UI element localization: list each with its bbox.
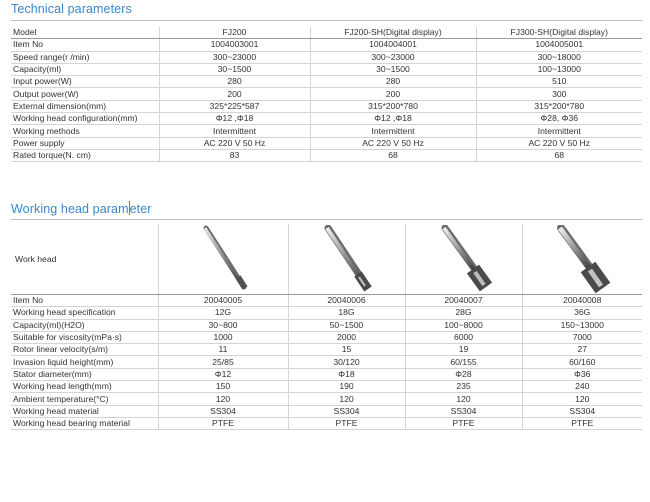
row-label: Ambient temperature(°C): [11, 393, 158, 405]
row-label: Input power(W): [11, 76, 159, 88]
title-divider: [11, 20, 642, 21]
cell: 120: [405, 393, 522, 405]
cell: 120: [158, 393, 288, 405]
cell: 30~800: [158, 319, 288, 331]
cell: Φ18: [288, 368, 405, 380]
cell: 315*200*780: [310, 100, 476, 112]
cell: 20040008: [522, 295, 642, 307]
cell: 30~1500: [159, 63, 310, 75]
cell: Φ36: [522, 368, 642, 380]
cell: Φ12: [158, 368, 288, 380]
row-label: Rotor linear velocity(s/m): [11, 344, 158, 356]
table-row: [11, 356, 642, 368]
cell: 28G: [405, 307, 522, 319]
header-cell: FJ200-SH(Digital display): [310, 27, 476, 39]
cell: 300: [476, 88, 642, 100]
table-header-row: [11, 27, 642, 39]
cell: PTFE: [158, 417, 288, 429]
cell: 120: [522, 393, 642, 405]
cell: 68: [476, 149, 642, 161]
cell: 50~1500: [288, 319, 405, 331]
cell: 15: [288, 344, 405, 356]
work-head-36g-image: [547, 225, 617, 293]
cell: 510: [476, 76, 642, 88]
cell: 150: [158, 381, 288, 393]
row-label: Work head: [11, 224, 158, 295]
cell: 315*200*780: [476, 100, 642, 112]
table-row: [11, 113, 642, 125]
table-row: [11, 295, 642, 307]
cell: 2000: [288, 331, 405, 343]
cell: AC 220 V 50 Hz: [310, 137, 476, 149]
technical-parameters-table: [11, 27, 642, 162]
cell: 30/120: [288, 356, 405, 368]
cell: 200: [310, 88, 476, 100]
row-label: Capacity(ml)(H2O): [11, 319, 158, 331]
cell: 300~18000: [476, 51, 642, 63]
cell: 18G: [288, 307, 405, 319]
table-row: [11, 381, 642, 393]
table-row: [11, 76, 642, 88]
cell: Φ28: [405, 368, 522, 380]
row-label: Working head specification: [11, 307, 158, 319]
title-divider: [11, 219, 642, 220]
cell: 36G: [522, 307, 642, 319]
table-row: [11, 368, 642, 380]
cell: SS304: [158, 405, 288, 417]
row-label: Stator diameter(mm): [11, 368, 158, 380]
table-row: [11, 63, 642, 75]
work-head-image-row: [11, 224, 642, 295]
cell: 30~1500: [310, 63, 476, 75]
work-head-image-cell: [288, 224, 405, 295]
row-label: Working head bearing material: [11, 417, 158, 429]
header-cell: Model: [11, 27, 159, 39]
work-head-18g-image: [312, 225, 382, 293]
row-label: External dimension(mm): [11, 100, 159, 112]
work-head-image-cell: [522, 224, 642, 295]
cell: 200: [159, 88, 310, 100]
cell: 19: [405, 344, 522, 356]
cell: 300~23000: [310, 51, 476, 63]
cell: 100~8000: [405, 319, 522, 331]
cell: 83: [159, 149, 310, 161]
table-row: [11, 307, 642, 319]
cell: 280: [159, 76, 310, 88]
cell: 68: [310, 149, 476, 161]
cell: Intermittent: [159, 125, 310, 137]
table-row: [11, 344, 642, 356]
cell: SS304: [405, 405, 522, 417]
cell: Intermittent: [476, 125, 642, 137]
table-row: [11, 137, 642, 149]
row-label: Invasion liquid height(mm): [11, 356, 158, 368]
work-head-image-cell: [158, 224, 288, 295]
row-label: Output power(W): [11, 88, 159, 100]
cell: 27: [522, 344, 642, 356]
table-row: [11, 393, 642, 405]
work-head-image-cell: [405, 224, 522, 295]
working-head-table: [11, 224, 642, 430]
table-row: [11, 331, 642, 343]
table-row: [11, 149, 642, 161]
table-row: [11, 417, 642, 429]
cell: 325*225*587: [159, 100, 310, 112]
cell: 1004004001: [310, 39, 476, 51]
cell: Φ12 ,Φ18: [310, 113, 476, 125]
row-label: Working methods: [11, 125, 159, 137]
cell: 20040006: [288, 295, 405, 307]
cell: 7000: [522, 331, 642, 343]
cell: 100~13000: [476, 63, 642, 75]
title-part: eter: [129, 202, 152, 216]
cell: 280: [310, 76, 476, 88]
table-row: [11, 100, 642, 112]
table-row: [11, 125, 642, 137]
table-row: [11, 319, 642, 331]
working-head-parameter-title: [11, 201, 152, 216]
cell: PTFE: [288, 417, 405, 429]
cell: 11: [158, 344, 288, 356]
table-row: [11, 39, 642, 51]
row-label: Working head length(mm): [11, 381, 158, 393]
cell: 20040007: [405, 295, 522, 307]
cell: 1004005001: [476, 39, 642, 51]
cell: 60/160: [522, 356, 642, 368]
table-row: [11, 88, 642, 100]
cell: 12G: [158, 307, 288, 319]
cell: 1000: [158, 331, 288, 343]
row-label: Working head configuration(mm): [11, 113, 159, 125]
cell: Φ28, Φ36: [476, 113, 642, 125]
row-label: Working head material: [11, 405, 158, 417]
cell: PTFE: [405, 417, 522, 429]
cell: 25/85: [158, 356, 288, 368]
header-cell: FJ300-SH(Digital display): [476, 27, 642, 39]
title-part: Working head param: [11, 202, 129, 216]
cell: Φ12 ,Φ18: [159, 113, 310, 125]
row-label: Capacity(ml): [11, 63, 159, 75]
cell: 20040005: [158, 295, 288, 307]
cell: 300~23000: [159, 51, 310, 63]
work-head-28g-image: [429, 225, 499, 293]
cell: SS304: [522, 405, 642, 417]
row-label: Item No: [11, 295, 158, 307]
table-row: [11, 51, 642, 63]
row-label: Speed range(r /min): [11, 51, 159, 63]
work-head-12g-image: [188, 225, 258, 293]
row-label: Suitable for viscosity(mPa·s): [11, 331, 158, 343]
cell: 1004003001: [159, 39, 310, 51]
cell: 240: [522, 381, 642, 393]
cell: AC 220 V 50 Hz: [159, 137, 310, 149]
technical-parameters-title: Technical parameters: [11, 2, 132, 16]
cell: PTFE: [522, 417, 642, 429]
cell: Intermittent: [310, 125, 476, 137]
cell: 190: [288, 381, 405, 393]
cell: AC 220 V 50 Hz: [476, 137, 642, 149]
cell: 6000: [405, 331, 522, 343]
header-cell: FJ200: [159, 27, 310, 39]
cell: 235: [405, 381, 522, 393]
row-label: Power supply: [11, 137, 159, 149]
row-label: Rated torque(N. cm): [11, 149, 159, 161]
cell: 60/155: [405, 356, 522, 368]
row-label: Item No: [11, 39, 159, 51]
table-row: [11, 405, 642, 417]
cell: 120: [288, 393, 405, 405]
cell: 150~13000: [522, 319, 642, 331]
cell: SS304: [288, 405, 405, 417]
